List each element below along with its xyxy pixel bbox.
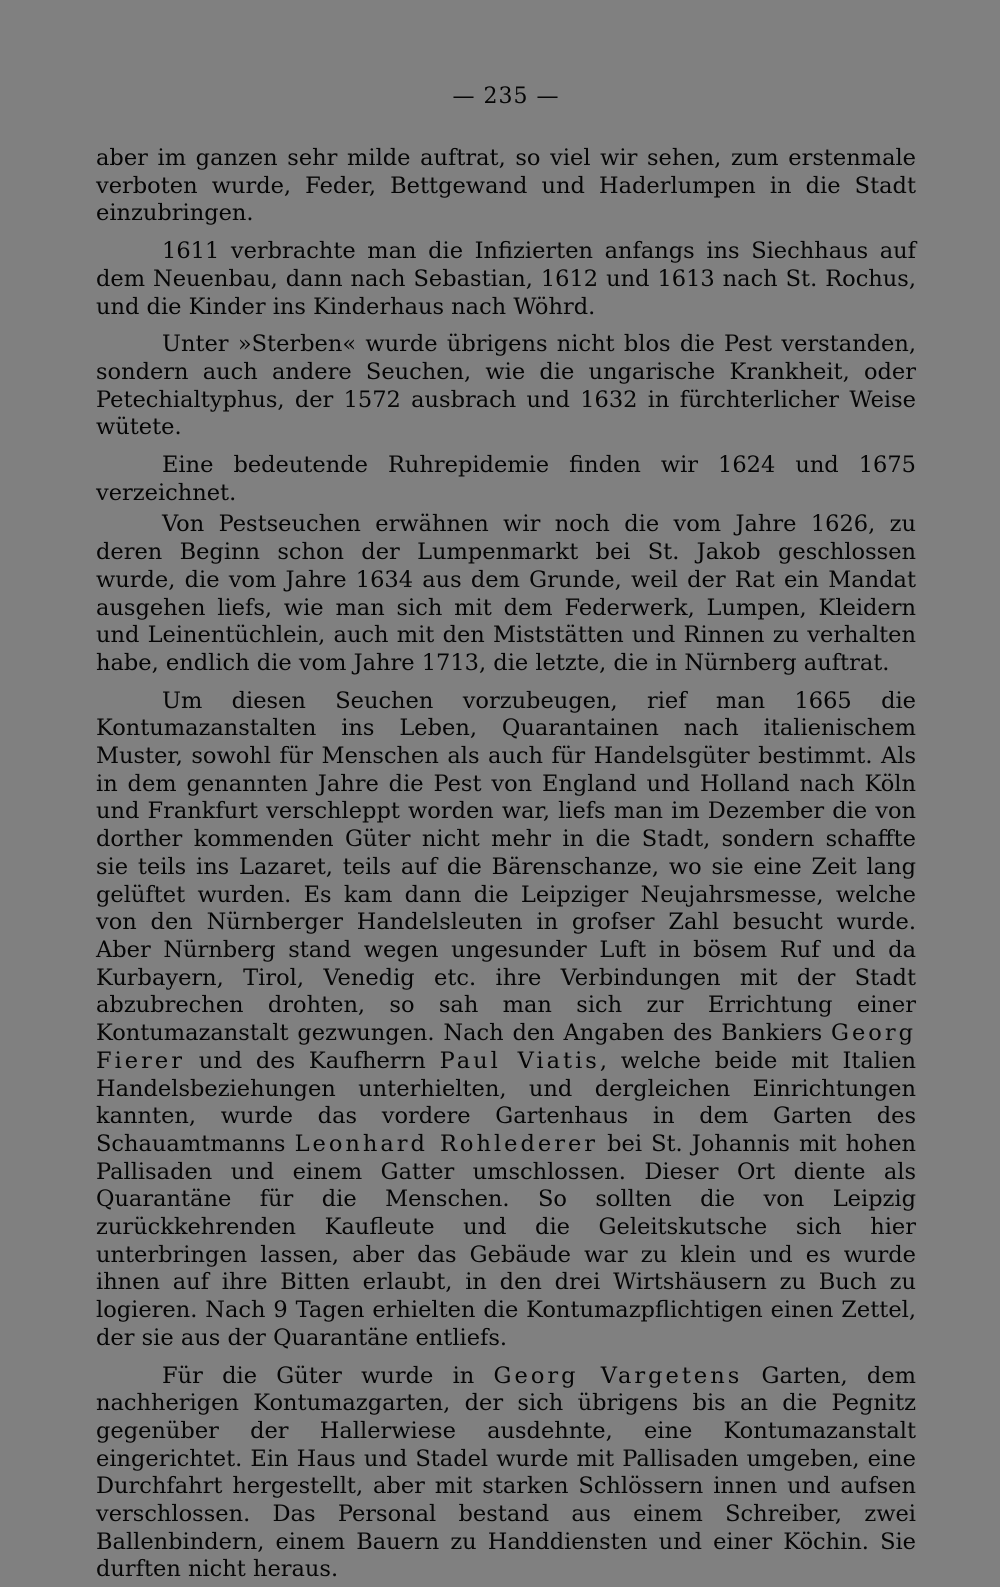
paragraph-7	[96, 1363, 916, 1585]
paragraph-4: Eine bedeutende Ruhrepidemie finden wir 1624 und 1675 verzeichnet.	[96, 452, 916, 506]
body-text	[96, 145, 916, 1584]
paragraph-6	[96, 688, 916, 1353]
paragraph-7-text-b: Garten, dem nachherigen Kontumazgarten, der sich übrigens bis an die Pegnitz gegenüber der Hallerwiese ausdehnte, eine Kontumazanstalt eingerichtet. Ein Haus und Stadel wurde mit Pallisaden umgeben, eine Durchfahrt hergestellt, aber mit starken Schlössern innen und aufsen verschlossen. Das Personal bestand aus einem Schreiber, zwei Ballenbindern, einem Bauern zu Handdiensten und einer Köchin. Sie durften nicht heraus.	[96, 1362, 916, 1583]
paragraph-1: aber im ganzen sehr milde auftrat, so viel wir sehen, zum erstenmale verboten wurde, Feder, Bettgewand und Haderlumpen in die Stadt einzubringen.	[96, 145, 916, 227]
name-paul-viatis: Paul Viatis	[439, 1047, 600, 1074]
paragraph-2: 1611 verbrachte man die Infizierten anfangs ins Siechhaus auf dem Neuenbau, dann nach Sebastian, 1612 und 1613 nach St. Rochus, und die Kinder ins Kinderhaus nach Wöhrd.	[96, 238, 916, 320]
paragraph-5: Von Pestseuchen erwähnen wir noch die vom Jahre 1626, zu deren Beginn schon der Lumpenmarkt bei St. Jakob geschlossen wurde, die vom Jahre 1634 aus dem Grunde, weil der Rat ein Mandat ausgehen liefs, wie man sich mit dem Federwerk, Lumpen, Kleidern und Leinentüchlein, auch mit den Miststätten und Rinnen zu verhalten habe, endlich die vom Jahre 1713, die letzte, die in Nürnberg auftrat.	[96, 511, 916, 676]
paragraph-6-text-d: bei St. Johannis mit hohen Pallisaden und einem Gatter umschlossen. Dieser Ort diente als Quarantäne für die Menschen. So sollten die von Leipzig zurückkehrenden Kaufleute und die Geleitskutsche sich hier unterbringen lassen, aber das Gebäude war zu klein und es wurde ihnen auf ihre Bitten erlaubt, in den drei Wirtshäusern zu Buch zu logieren. Nach 9 Tagen erhielten die Kontumazpflichtigen einen Zettel, der sie aus der Quarantäne entliefs.	[96, 1130, 917, 1351]
name-georg-vargetens: Georg Vargetens	[493, 1362, 743, 1389]
page-number: — 235 —	[452, 84, 560, 109]
paragraph-6-text-c: , welche beide mit Italien Handelsbeziehungen unterhielten, und dergleichen Einrichtungen kannten, wurde das vordere Gartenhaus in dem Garten des Schauamtmanns	[96, 1047, 917, 1157]
paragraph-7-text-a: Für die Güter wurde in	[162, 1362, 494, 1389]
name-georg-fierer: Georg Fierer	[96, 1020, 916, 1074]
name-leonhard-rohlederer: Leonhard Rohlederer	[294, 1130, 599, 1157]
paragraph-3: Unter »Sterben« wurde übrigens nicht blos die Pest verstanden, sondern auch andere Seuchen, wie die ungarische Krankheit, oder Petechialtyphus, der 1572 ausbrach und 1632 in fürchterlicher Weise wütete.	[96, 331, 916, 441]
paragraph-6-text-b: und des Kaufherrn	[184, 1047, 440, 1074]
paragraph-6-text-a: Um diesen Seuchen vorzubeugen, rief man 1665 die Kontumazanstalten ins Leben, Quarantainen nach italienischem Muster, sowohl für Menschen als auch für Handelsgüter bestimmt. Als in dem genannten Jahre die Pest von England und Holland nach Köln und Frankfurt verschleppt worden war, liefs man im Dezember die von dorther kommenden Güter nicht mehr in die Stadt, sondern schaffte sie teils ins Lazaret, teils auf die Bärenschanze, wo sie eine Zeit lang gelüftet wurden. Es kam dann die Leipziger Neujahrsmesse, welche von den Nürnberger Handelsleuten in grofser Zahl besucht wurde. Aber Nürnberg stand wegen ungesunder Luft in bösem Ruf und da Kurbayern, Tirol, Venedig etc. ihre Verbindungen mit der Stadt abzubrechen drohten, so sah man sich zur Errichtung einer Kontumazanstalt gezwungen. Nach den Angaben des Bankiers	[96, 687, 916, 1047]
